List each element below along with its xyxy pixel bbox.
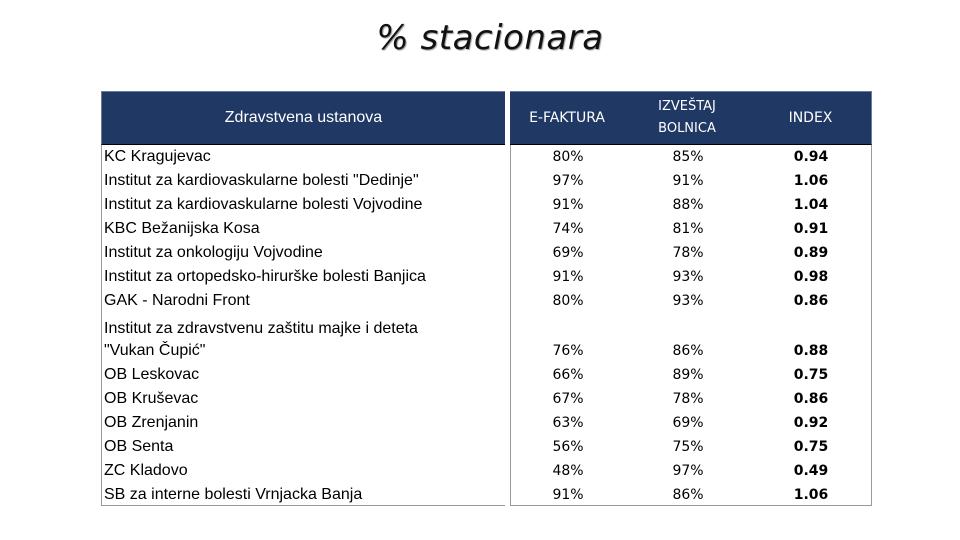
institution-name: OB Zrenjanin	[104, 414, 199, 431]
efaktura-cell: 80%	[552, 293, 584, 309]
index-cell: 0.98	[793, 269, 829, 285]
index-cell: 0.75	[793, 367, 829, 383]
institution-name: Institut za kardiovaskularne bolesti "Dedinje"	[104, 172, 419, 189]
efaktura-cell: 63%	[552, 415, 584, 431]
izvestaj-cell: 85%	[672, 149, 704, 165]
institution-name-line1: Institut za zdravstvenu zaštitu majke i deteta	[104, 320, 418, 337]
institution-name: GAK - Narodni Front	[104, 292, 250, 309]
header-izvestaj-line2: BOLNICA	[658, 121, 716, 136]
index-cell: 0.86	[793, 391, 829, 407]
efaktura-cell: 91%	[552, 269, 584, 285]
izvestaj-cell: 81%	[672, 221, 704, 237]
izvestaj-cell: 78%	[672, 391, 704, 407]
index-cell: 0.94	[793, 149, 829, 165]
values-column	[510, 145, 872, 506]
institution-column	[101, 145, 505, 506]
institution-name: OB Senta	[104, 438, 174, 455]
efaktura-cell: 91%	[552, 487, 584, 503]
header-izvestaj-line1: IZVEŠTAJ	[658, 99, 716, 114]
institution-name: SB za interne bolesti Vrnjacka Banja	[104, 486, 363, 503]
efaktura-cell: 74%	[552, 221, 584, 237]
izvestaj-cell: 91%	[672, 173, 704, 189]
izvestaj-cell: 88%	[672, 197, 704, 213]
efaktura-cell: 56%	[552, 439, 584, 455]
index-cell: 0.88	[793, 343, 829, 359]
index-cell: 0.86	[793, 293, 829, 309]
header-institution: Zdravstvena ustanova	[101, 91, 505, 145]
index-cell: 0.92	[793, 415, 829, 431]
header-index: INDEX	[750, 91, 872, 145]
izvestaj-cell: 86%	[672, 343, 704, 359]
institution-name: ZC Kladovo	[104, 462, 188, 479]
efaktura-cell: 48%	[552, 463, 584, 479]
izvestaj-cell: 89%	[672, 367, 704, 383]
izvestaj-cell: 78%	[672, 245, 704, 261]
institution-name: Institut za onkologiju Vojvodine	[104, 244, 323, 261]
index-cell: 0.91	[793, 221, 829, 237]
page-title: % stacionara	[376, 18, 604, 58]
institution-name: Institut za kardiovaskularne bolesti Vojvodine	[104, 196, 423, 213]
index-cell: 1.06	[793, 173, 829, 189]
index-cell: 0.89	[793, 245, 829, 261]
efaktura-cell: 66%	[552, 367, 584, 383]
index-cell: 0.49	[793, 463, 829, 479]
index-cell: 0.75	[793, 439, 829, 455]
efaktura-cell: 67%	[552, 391, 584, 407]
efaktura-cell: 80%	[552, 149, 584, 165]
institution-name: OB Kruševac	[104, 390, 199, 407]
institution-name: OB Leskovac	[104, 366, 200, 383]
izvestaj-cell: 97%	[672, 463, 704, 479]
header-izvestaj	[624, 91, 750, 145]
izvestaj-cell: 93%	[672, 293, 704, 309]
izvestaj-cell: 69%	[672, 415, 704, 431]
efaktura-cell: 97%	[552, 173, 584, 189]
izvestaj-cell: 93%	[672, 269, 704, 285]
izvestaj-cell: 86%	[672, 487, 704, 503]
header-efaktura: E-FAKTURA	[510, 91, 624, 145]
izvestaj-cell: 75%	[672, 439, 704, 455]
institution-name: KC Kragujevac	[104, 148, 211, 165]
index-cell: 1.06	[793, 487, 829, 503]
institution-name: KBC Bežanijska Kosa	[104, 220, 260, 237]
institution-name: Institut za ortopedsko-hirurške bolesti Banjica	[104, 268, 426, 285]
efaktura-cell: 91%	[552, 197, 584, 213]
institution-name-line2: "Vukan Čupić"	[104, 342, 206, 359]
index-cell: 1.04	[793, 197, 829, 213]
efaktura-cell: 69%	[552, 245, 584, 261]
efaktura-cell: 76%	[552, 343, 584, 359]
